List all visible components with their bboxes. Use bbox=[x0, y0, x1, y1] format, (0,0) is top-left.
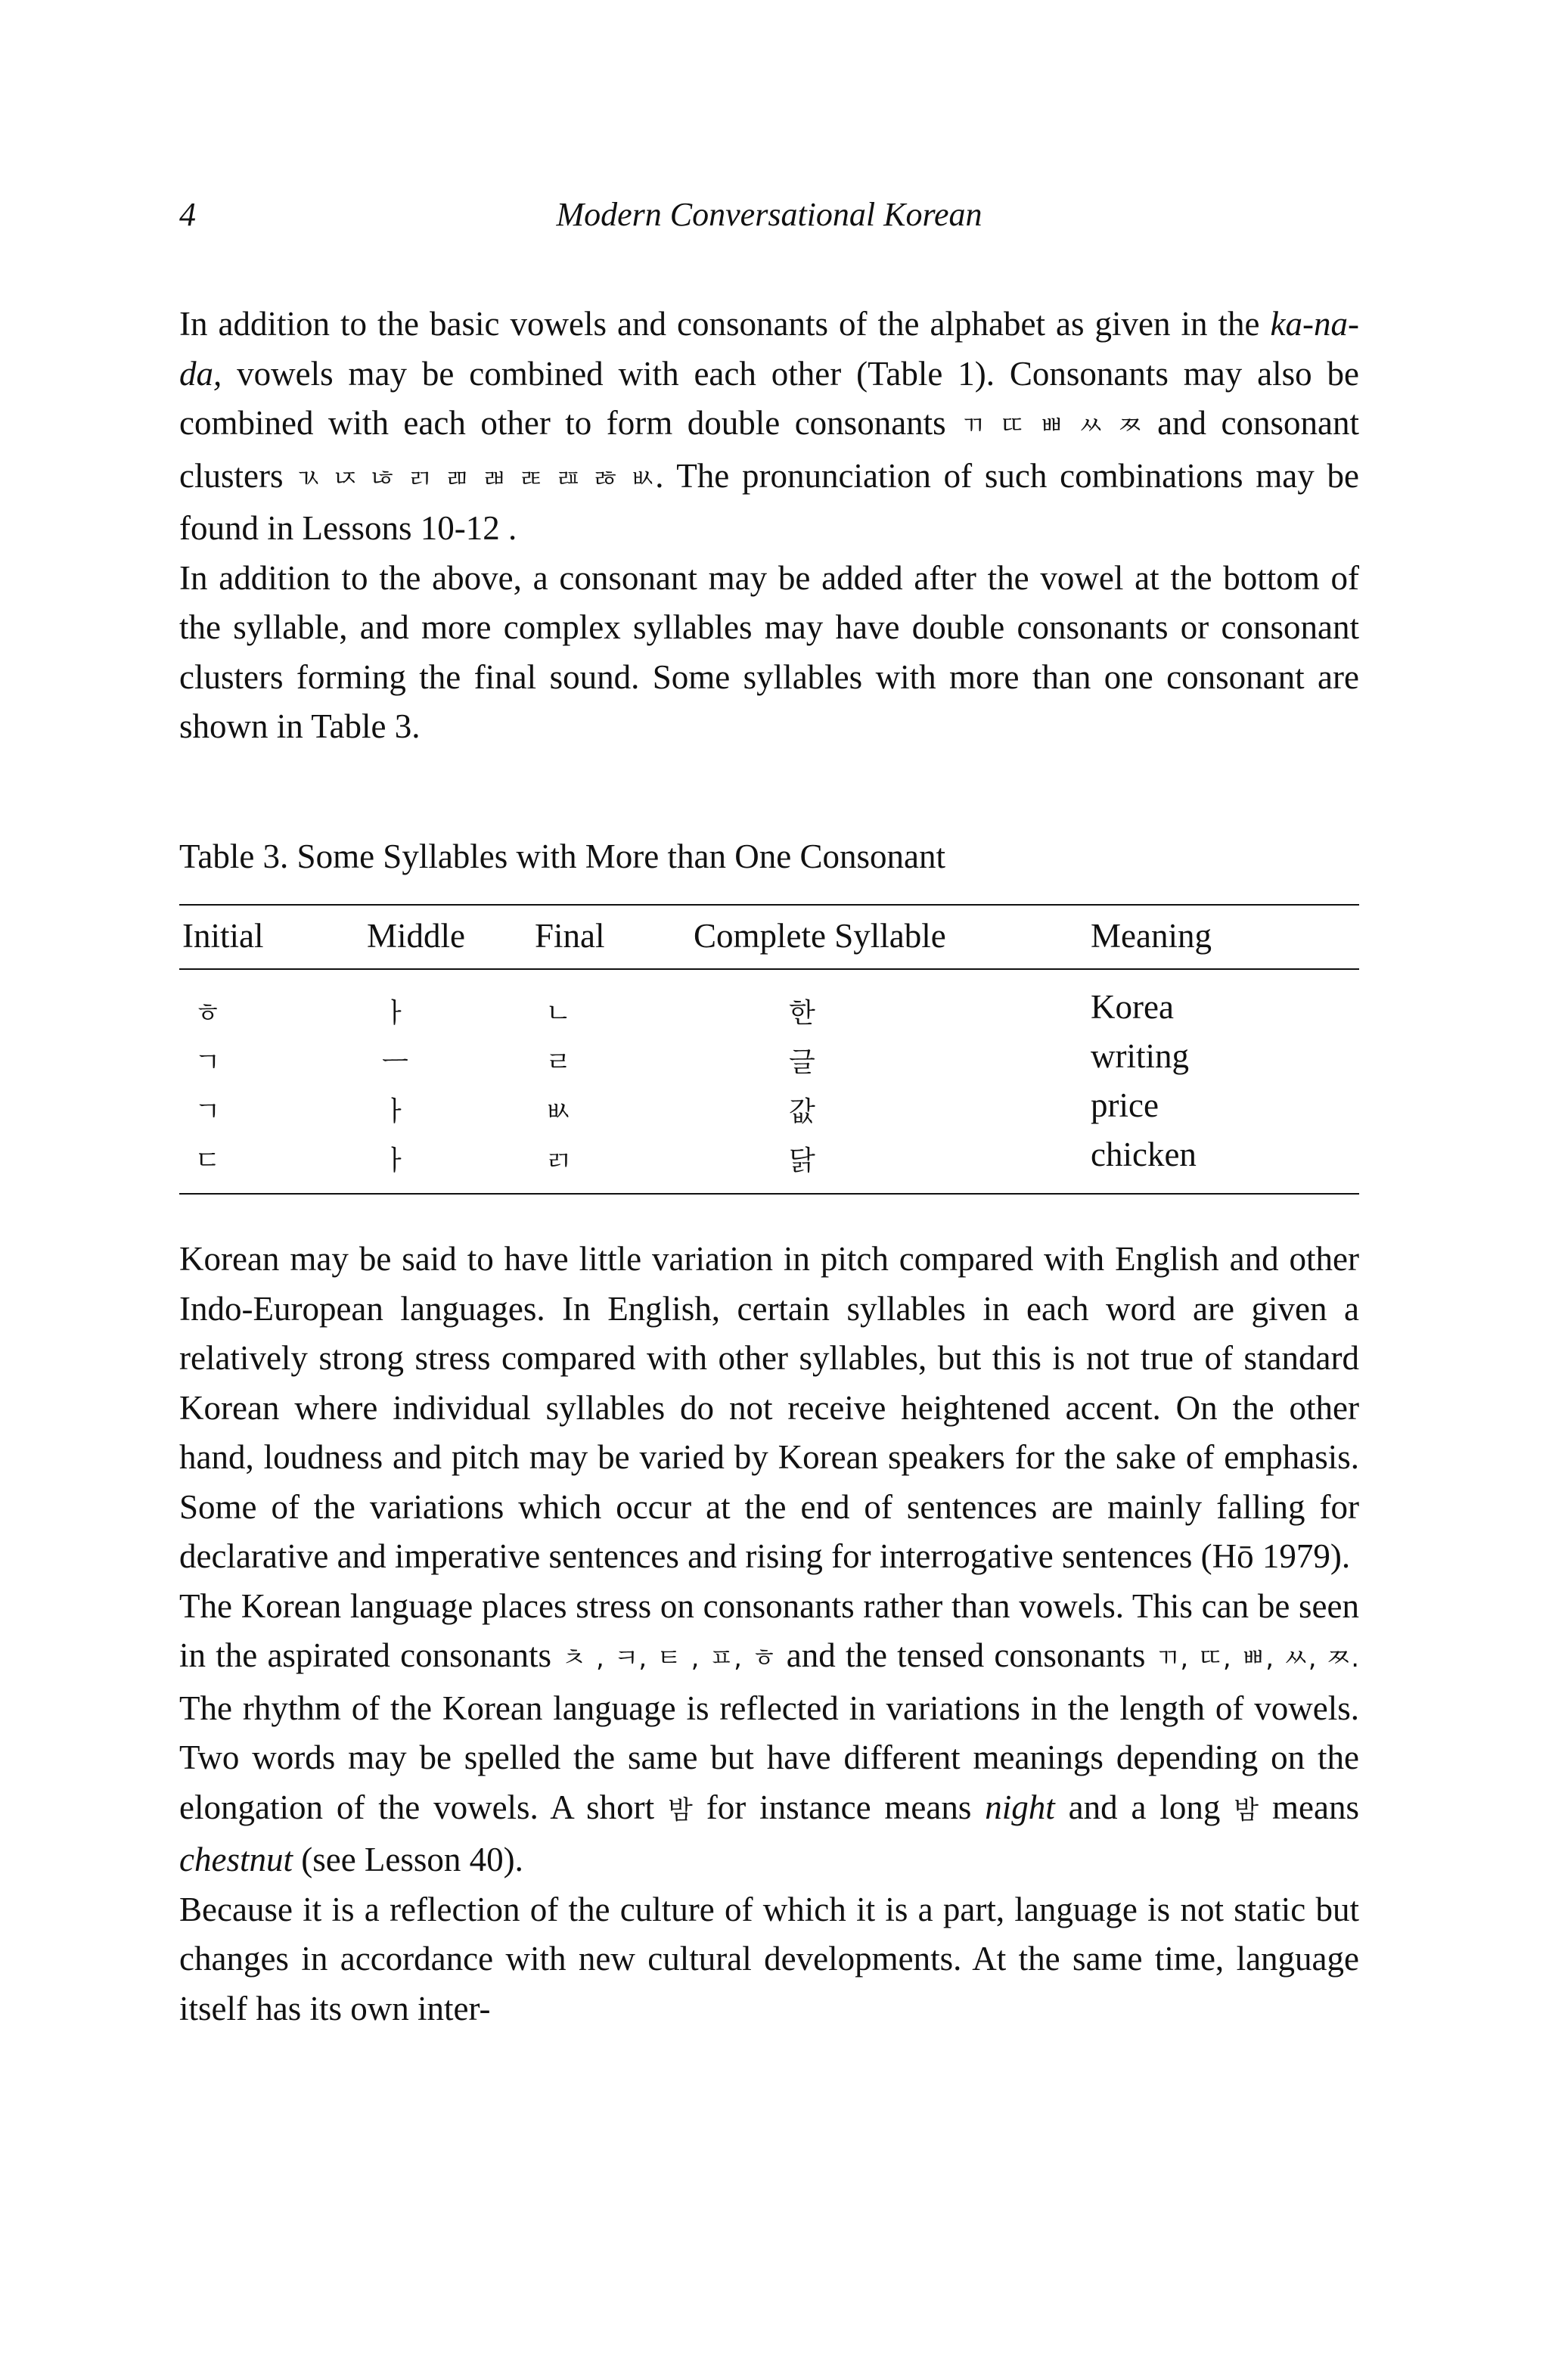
text-run: means bbox=[1259, 1788, 1360, 1826]
text-run: vowels may be combined with each other (Table 1). Consonants may also be combined with each other to form double consonants bbox=[179, 354, 1359, 442]
table-top-rule bbox=[179, 904, 1359, 906]
cell-complete-syllable: 한 bbox=[789, 998, 815, 1029]
korean-glyphs: ㄳ ㄵ ㄶ ㄺ ㄻ ㄼ ㄾ ㄿ ㅀ ㅄ bbox=[296, 463, 656, 494]
cell-initial: ㄷ bbox=[194, 1145, 221, 1176]
paragraph-block-top bbox=[179, 300, 1359, 752]
cell-complete-syllable: 값 bbox=[789, 1096, 815, 1127]
text-run: In addition to the basic vowels and consonants of the alphabet as given in the bbox=[179, 305, 1271, 343]
italic-term: night bbox=[985, 1788, 1055, 1826]
italic-term: ka-na-da, bbox=[179, 305, 1359, 393]
paragraph-culture bbox=[179, 1885, 1359, 2034]
korean-glyphs: ㄲ ㄸ ㅃ ㅆ ㅉ bbox=[961, 411, 1143, 441]
text-run: The Korean language places stress on consonants rather than vowels. This can be seen in the aspirated consonants bbox=[179, 1586, 1359, 1674]
text-run: and the tensed consonants bbox=[776, 1636, 1156, 1674]
cell-initial: ㄱ bbox=[194, 1047, 221, 1078]
cell-meaning: writing bbox=[1091, 1037, 1189, 1075]
text-run: . The pronunciation of such combinations may be found in Lessons 10-12 . bbox=[179, 456, 1359, 547]
cell-initial: ㄱ bbox=[194, 1096, 221, 1127]
cell-final: ㄺ bbox=[545, 1145, 572, 1176]
cell-final: ㅄ bbox=[545, 1096, 572, 1127]
header-meaning: Meaning bbox=[1091, 917, 1212, 955]
text-run: (see Lesson 40). bbox=[292, 1841, 523, 1878]
text-run: In addition to the above, a consonant may be added after the vowel at the bottom of the syllable, and more complex syllables may have double consonants or consonant clusters forming the final sound. Some syllables with more than one consonant are shown in Table 3. bbox=[179, 558, 1359, 745]
cell-meaning: price bbox=[1091, 1086, 1159, 1124]
header-complete-syllable: Complete Syllable bbox=[694, 917, 946, 955]
cell-middle: ㅡ bbox=[382, 1047, 408, 1078]
cell-middle: ㅏ bbox=[382, 1145, 408, 1176]
header-final: Final bbox=[535, 917, 605, 955]
cell-final: ㄹ bbox=[545, 1047, 572, 1078]
korean-glyphs: 밤 bbox=[668, 1794, 693, 1825]
paragraph-final-consonants bbox=[179, 554, 1359, 752]
cell-meaning: chicken bbox=[1091, 1136, 1197, 1173]
page-number: 4 bbox=[179, 196, 196, 233]
text-run: and consonant clusters bbox=[179, 404, 1359, 495]
cell-middle: ㅏ bbox=[382, 998, 408, 1029]
text-run: Korean may be said to have little variation in pitch compared with English and other Indo-European languages. In English, certain syllables in each word are given a relatively strong stress compared with other syllables, but this is not true of standard Korean where individual syllables do not receive heightened accent. On the other hand, loudness and pitch may be varied by Korean speakers for the sake of emphasis. Some of the variations which occur at the end of sentences are mainly falling for declarative and imperative sentences and rising for interrogative sentences (Hō 1979). bbox=[179, 1240, 1359, 1575]
cell-middle: ㅏ bbox=[382, 1096, 408, 1127]
paragraph-pitch bbox=[179, 1235, 1359, 1582]
header-middle: Middle bbox=[367, 917, 465, 955]
korean-glyphs: 밤 bbox=[1234, 1794, 1259, 1825]
table-caption: Table 3. Some Syllables with More than One Consonant bbox=[179, 837, 945, 875]
running-title: Modern Conversational Korean bbox=[556, 196, 982, 233]
text-run: and a long bbox=[1054, 1788, 1234, 1826]
cell-complete-syllable: 글 bbox=[789, 1047, 815, 1078]
header-initial: Initial bbox=[182, 917, 264, 955]
text-run: Because it is a reflection of the culture of which it is a part, language is not static but changes in accordance with new cultural developments. At the same time, language itself has its own inter- bbox=[179, 1890, 1359, 2027]
paragraph-block-bottom bbox=[179, 1235, 1359, 2034]
text-run: The rhythm of the Korean language is reflected in variations in the length of vowels. Two words may be spelled the same but have different meanings depending on the elongation of the vowels. A short bbox=[179, 1689, 1359, 1826]
paragraph-stress bbox=[179, 1582, 1359, 1885]
cell-meaning: Korea bbox=[1091, 988, 1174, 1026]
korean-glyphs: ㅊ , ㅋ, ㅌ , ㅍ, ㅎ bbox=[561, 1643, 777, 1673]
table-bottom-rule bbox=[179, 1193, 1359, 1195]
running-head bbox=[179, 195, 1359, 241]
italic-term: chestnut bbox=[179, 1841, 293, 1878]
cell-initial: ㅎ bbox=[194, 998, 221, 1029]
korean-glyphs: ㄲ, ㄸ, ㅃ, ㅆ, ㅉ. bbox=[1155, 1643, 1360, 1673]
table-header-rule bbox=[179, 968, 1359, 970]
cell-complete-syllable: 닭 bbox=[789, 1145, 815, 1176]
paragraph-combinations bbox=[179, 300, 1359, 554]
cell-final: ㄴ bbox=[545, 998, 572, 1029]
text-run: for instance means bbox=[692, 1788, 986, 1826]
